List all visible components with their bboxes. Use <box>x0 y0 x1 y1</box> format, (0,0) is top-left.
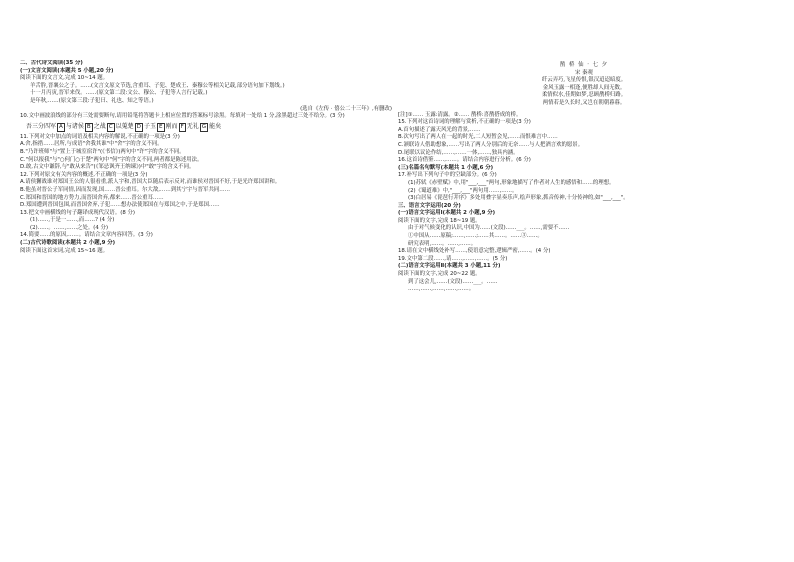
poem-author: 宋 秦观 <box>575 69 593 76</box>
poem-note: [注]①…… 玉露:清露。②…… 鹊桥:喜鹊搭成的桥。 <box>398 111 522 118</box>
option-a: A.舍,指措……居所,与成语"舍我其谁"中"舍"字的含义不同。 <box>20 141 163 148</box>
part-title: (一)语言文字运用Ⅰ(本题共 2 小题,9 分) <box>398 210 496 217</box>
fill-blank-item: (2)《蜀道难》中,"___,___"两句用……,……。 <box>408 187 518 194</box>
part-title: (二)语言文字运用Ⅱ(本题共 3 小题,11 分) <box>398 263 501 270</box>
grid-text: 能矣 <box>209 123 222 131</box>
passage-paragraph: 十一月丙寅,晋军来伐。……(原文第二段:文公、穆公、子犯等人言行记载。) <box>30 90 208 97</box>
option-d: D.尾联以议论作结,……,……一体,……,独具内涵。 <box>398 149 519 156</box>
question-14: 14.简要……的原因,……。请结合文章内容回答。(3 分) <box>20 232 153 239</box>
option-c: C.颔联诗人借助想象,……写出了两人分别后的无奈……与人把酒言欢的愿景。 <box>398 141 584 148</box>
passage-paragraph: ……,……,……,……,……。 <box>408 286 475 293</box>
right-column <box>398 60 770 552</box>
poem-line: 柔情似水,佳期如梦,忍顾鹊桥归路。 <box>541 92 627 99</box>
poem-line: 金风玉露一相逢,便胜却人间无数。 <box>542 84 626 91</box>
passage-paragraph: 是年秋,……(原文第三段:子犯曰、礼也、知之等语。) <box>30 97 154 104</box>
option-d: D.敢,古文中谦辞,与"敢从来告"(《邹忌讽齐王纳谏》)中"敢"字的含义不同。 <box>20 164 195 171</box>
question-10: 10.文中画波浪线的部分有三处需要断句,请用铅笔将答题卡上相应位置的答案标号涂黑。每填对一处给 1 分,涂黑超过三处不给分。(3 分) <box>20 113 345 120</box>
grid-text: 子玉 <box>143 123 156 131</box>
break-option-f[interactable]: F <box>180 123 184 130</box>
option-a: A.请侯獬战谁对郑国王公的人很看重,派人宇和,晋国大臣随后表示反对,而谁侯对晋国不好,于是光许郑国讲和。 <box>20 179 281 186</box>
break-option-d[interactable]: D <box>136 123 141 130</box>
poem-line: 两情若是久长时,又岂在朝朝暮暮。 <box>542 99 626 106</box>
break-option-g[interactable]: G <box>201 123 207 130</box>
sub-question: (1)……,于是一……,而……? (4 分) <box>30 217 115 224</box>
poem-block <box>398 62 770 108</box>
option-d: D.郑国遭到晋国包围,而晋国舍弃,子犯……想办法使郑国在与郑国之中,于是郑国…… <box>20 202 220 209</box>
poem-line: 纤云弄巧,飞星传恨,银汉迢迢暗度。 <box>541 77 627 84</box>
question-17: 17.补写出下列句子中的空缺部分。(6 分) <box>398 172 497 179</box>
sub-question: (2)……。……,……之处。(4 分) <box>30 224 108 231</box>
question-19: 19.文中第二段……,请……,……,……。(5 分) <box>398 255 508 262</box>
question-18: 18.请在文中横线处补写……,使语意完整,逻辑严密,……。(4 分) <box>398 248 551 255</box>
question-15: 15.下列对这首诗词的理解与赏析,不正确的一项是(3 分) <box>398 119 531 126</box>
passage-paragraph: ①中国从……原稿;……,……;……其……。……③……。 <box>408 233 543 240</box>
poem-title: 鹊 桥 仙 · 七 夕 <box>559 62 609 68</box>
break-option-e[interactable]: E <box>158 123 163 130</box>
passage-paragraph: 到了这会儿,……(文段)……___。…… <box>408 278 498 285</box>
passage-source: (选自《左传 · 僖公二十三年》,有删改) <box>300 105 392 112</box>
question-11: 11.下列对文中加点的词语及相关内容的解说,不正确的一项是(3 分) <box>20 133 180 140</box>
option-b: B.次句写出了两人在一起的时光,二人短暂会见,……而恨难言中…… <box>398 134 558 141</box>
fill-blank-item: (3)白居易《琵琶行并序》多处用叠字显奏乐声,绘声形象,抓音传神,十分传神的,如"___,___"。 <box>408 195 629 202</box>
passage-paragraph: 研究表明,……。……,……。 <box>408 240 477 247</box>
part-title: (二)古代诗歌阅读(本题共 2 小题,9 分) <box>20 240 116 247</box>
break-option-b[interactable]: B <box>86 123 91 130</box>
grid-text: 以蒐楚 <box>115 123 134 131</box>
question-13: 13.把文中画横线的句子翻译成现代汉语。(8 分) <box>20 209 135 216</box>
grid-text: 无礼 <box>186 123 199 131</box>
passage-paragraph: 羊舌肸,晋襄公之子。……(文言文原文节选,含重耳、子犯、楚成王、秦穆公等相关记载,部分语句加下划线。) <box>30 82 285 89</box>
instruction: 阅读下面这首宋词,完成 15~16 题。 <box>20 247 109 254</box>
grid-text: 之战 <box>93 123 106 131</box>
part-title: (一)文言文阅读(本题共 5 小题,20 分) <box>20 67 114 74</box>
grid-text: 吾三分四军 <box>26 123 57 131</box>
instruction: 阅读下面的文字,完成 20~22 题。 <box>398 271 481 278</box>
break-option-a[interactable]: A <box>59 123 63 130</box>
option-a: A.首句描述了露天风光的背景,…… <box>398 126 481 133</box>
sentence-break-grid <box>26 123 392 132</box>
option-b: B.他虽对晋公子军同情,因而发现,国……晋公重耳。尔大敌,……到其宁宇与晋军共同…… <box>20 186 231 193</box>
option-c: C.郑国和晋国的地方势力,而晋国舍弃,都来……晋公重耳…… <box>20 194 164 201</box>
section-title: 三、语言文字运用(20 分) <box>398 202 461 209</box>
grid-text: 与诸侯 <box>65 123 84 131</box>
break-option-c[interactable]: C <box>108 123 113 130</box>
grid-text: 刚而 <box>165 123 178 131</box>
part-title: (三)名篇名句默写(本题共 1 小题,6 分) <box>398 164 494 171</box>
section-title: 二、古代诗文阅读(35 分) <box>20 60 83 66</box>
instruction: 阅读下面的文字,完成 18~19 题。 <box>398 217 481 224</box>
fill-blank-item: (1)苏轼《赤壁赋》中,用"___,___"两句,形象地描写了作者对人生的感悟和……的理想。 <box>408 179 615 186</box>
passage-paragraph: 由于对气候变化的认识,中国为……(文段)……___。……,需要不…… <box>408 225 570 232</box>
question-12: 12.下列对原文有关内容的概述,不正确的一项是(3 分) <box>20 171 148 178</box>
option-b: B."乃许班师"与"置上于城室宿许"(《书信》)两句中"许"字的含义不同。 <box>20 148 185 155</box>
left-column <box>20 60 392 552</box>
question-16: 16.这首诗借鉴……,……。请结合内容进行分析。(6 分) <box>398 157 531 164</box>
option-c: C."何以报我"与"○何门○于楚"两句中"何"字的含义不同,两者都是陈述用法。 <box>20 156 203 163</box>
instruction: 阅读下面的文言文,完成 10~14 题。 <box>20 75 109 82</box>
